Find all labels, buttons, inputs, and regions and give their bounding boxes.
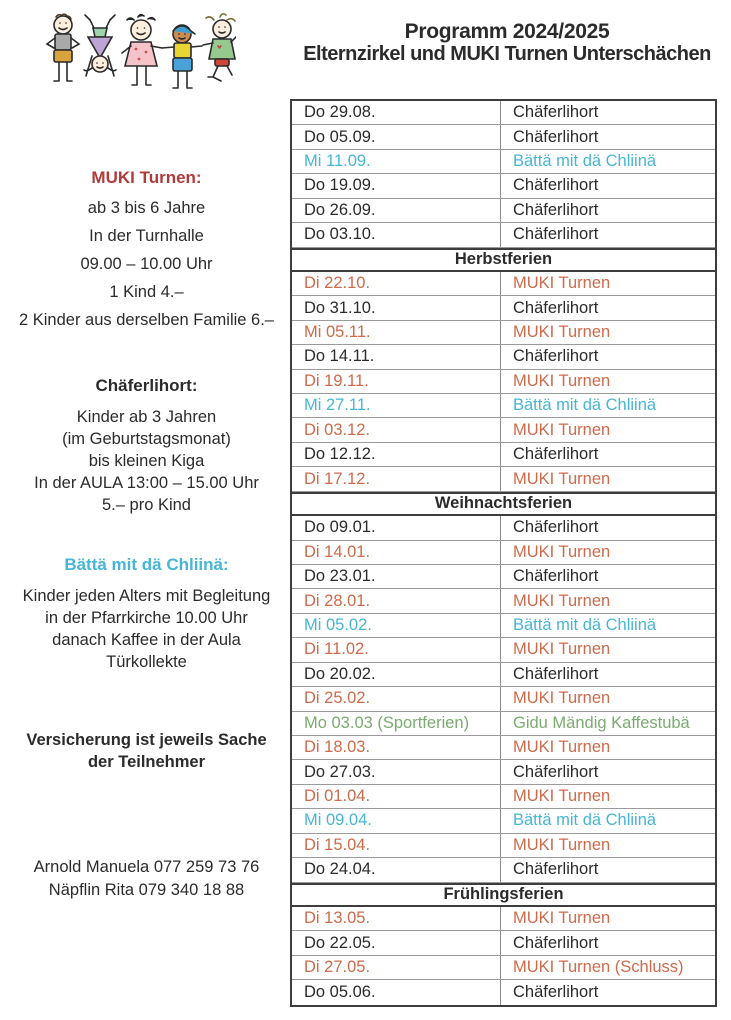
baetta-line: in der Pfarrkirche 10.00 Uhr — [45, 609, 248, 627]
schedule-activity: Chäferlihort — [513, 347, 599, 366]
schedule-row — [292, 101, 715, 125]
schedule-activity: Chäferlihort — [513, 762, 599, 781]
schedule-activity: Bättä mit dä Chliinä — [513, 811, 657, 830]
schedule-activity: Chäferlihort — [513, 103, 599, 122]
insurance-note-line: der Teilnehmer — [87, 753, 206, 771]
schedule-row — [292, 370, 715, 394]
chaeferlihort-line: (im Geburtstagsmonat) — [62, 430, 231, 448]
schedule-activity: MUKI Turnen — [513, 591, 611, 610]
muki-line: ab 3 bis 6 Jahre — [87, 199, 206, 217]
schedule-date: Do 20.02. — [292, 663, 501, 686]
chaeferlihort-line: 5.– pro Kind — [102, 496, 191, 514]
schedule-activity: Bättä mit dä Chliinä — [513, 152, 657, 171]
schedule-row — [292, 931, 715, 955]
schedule-table — [290, 99, 717, 1007]
schedule-section-row: Herbstferien — [292, 248, 715, 272]
schedule-activity: Chäferlihort — [513, 518, 599, 537]
schedule-row — [292, 858, 715, 882]
schedule-row — [292, 467, 715, 491]
schedule-date: Di 14.01. — [292, 541, 501, 564]
schedule-date: Do 22.05. — [292, 931, 501, 954]
schedule-section-row: Frühlingsferien — [292, 883, 715, 907]
schedule-row — [292, 223, 715, 247]
schedule-activity: Chäferlihort — [513, 176, 599, 195]
schedule-activity: Chäferlihort — [513, 200, 599, 219]
schedule-activity: MUKI Turnen — [513, 420, 611, 439]
baetta-heading: Bättä mit dä Chliinä: — [64, 555, 229, 574]
schedule-row — [292, 443, 715, 467]
schedule-date: Di 22.10. — [292, 272, 501, 295]
schedule-date: Mi 09.04. — [292, 809, 501, 832]
schedule-activity: MUKI Turnen — [513, 835, 611, 854]
schedule-row — [292, 760, 715, 784]
schedule-activity: Chäferlihort — [513, 445, 599, 464]
schedule-date: Di 19.11. — [292, 370, 501, 393]
schedule-date: Di 17.12. — [292, 467, 501, 490]
contact-line: Näpflin Rita 079 340 18 88 — [48, 881, 245, 899]
schedule-activity: MUKI Turnen — [513, 542, 611, 561]
schedule-row — [292, 614, 715, 638]
schedule-activity: Chäferlihort — [513, 225, 599, 244]
schedule-row — [292, 150, 715, 174]
schedule-row — [292, 174, 715, 198]
schedule-row — [292, 638, 715, 662]
schedule-date: Do 12.12. — [292, 443, 501, 466]
schedule-activity: Chäferlihort — [513, 127, 599, 146]
schedule-date: Do 05.06. — [292, 980, 501, 1004]
schedule-date: Do 23.01. — [292, 565, 501, 588]
schedule-activity: MUKI Turnen — [513, 738, 611, 757]
schedule-row — [292, 589, 715, 613]
schedule-row — [292, 687, 715, 711]
schedule-activity: MUKI Turnen — [513, 640, 611, 659]
schedule-activity: Chäferlihort — [513, 567, 599, 586]
schedule-row — [292, 296, 715, 320]
schedule-date: Mi 05.02. — [292, 614, 501, 637]
schedule-row — [292, 785, 715, 809]
schedule-activity: Gidu Mändig Kaffestubä — [513, 713, 690, 732]
girl-green-dress — [203, 14, 236, 81]
schedule-date: Di 11.02. — [292, 638, 501, 661]
schedule-date: Mo 03.03 (Sportferien) — [292, 712, 501, 735]
muki-line: 1 Kind 4.– — [109, 283, 184, 301]
title-line1: Programm 2024/2025 — [404, 20, 610, 43]
schedule-row — [292, 809, 715, 833]
schedule-activity: MUKI Turnen — [513, 323, 611, 341]
schedule-row — [292, 663, 715, 687]
baetta-line: Türkollekte — [106, 653, 187, 671]
title-line2: Elternzirkel und MUKI Turnen Unterschächen — [303, 42, 711, 65]
schedule-section-row: Weihnachtsferien — [292, 492, 715, 516]
schedule-date: Do 14.11. — [292, 345, 501, 368]
muki-line: 2 Kinder aus derselben Familie 6.– — [19, 311, 274, 329]
schedule-date: Di 15.04. — [292, 834, 501, 857]
schedule-activity: MUKI Turnen — [513, 469, 611, 488]
schedule-activity: MUKI Turnen — [513, 909, 611, 928]
schedule-date: Do 24.04. — [292, 858, 501, 881]
chaeferlihort-line: Kinder ab 3 Jahren — [76, 408, 217, 426]
schedule-row — [292, 712, 715, 736]
schedule-row — [292, 321, 715, 345]
schedule-date: Di 13.05. — [292, 907, 501, 930]
schedule-date: Do 09.01. — [292, 516, 501, 539]
schedule-activity: MUKI Turnen — [513, 689, 611, 708]
schedule-row — [292, 418, 715, 442]
muki-turnen-heading: MUKI Turnen: — [91, 168, 202, 187]
handstand-girl — [84, 15, 116, 76]
schedule-date: Do 27.03. — [292, 760, 501, 783]
schedule-row — [292, 345, 715, 369]
schedule-date: Di 03.12. — [292, 418, 501, 441]
schedule-date: Do 29.08. — [292, 101, 501, 124]
schedule-row — [292, 199, 715, 223]
insurance-note-line: Versicherung ist jeweils Sache — [26, 731, 267, 749]
schedule-activity: Bättä mit dä Chliinä — [513, 616, 657, 635]
schedule-date: Do 31.10. — [292, 296, 501, 319]
muki-line: 09.00 – 10.00 Uhr — [80, 255, 213, 273]
schedule-date: Mi 05.11. — [292, 321, 501, 344]
schedule-row — [292, 125, 715, 149]
page-title — [283, 21, 731, 65]
boy-gray-shirt — [47, 14, 79, 81]
schedule-date: Do 19.09. — [292, 174, 501, 197]
schedule-row — [292, 541, 715, 565]
schedule-date: Di 28.01. — [292, 589, 501, 612]
muki-line: In der Turnhalle — [89, 227, 204, 245]
baetta-line: danach Kaffee in der Aula — [52, 631, 241, 649]
schedule-activity: MUKI Turnen — [513, 371, 611, 390]
schedule-row — [292, 907, 715, 931]
schedule-activity: Chäferlihort — [513, 664, 599, 683]
chaeferlihort-line: bis kleinen Kiga — [88, 452, 205, 470]
schedule-date: Do 05.09. — [292, 125, 501, 148]
schedule-row — [292, 834, 715, 858]
schedule-row — [292, 736, 715, 760]
girl-pink-dress — [122, 15, 162, 85]
schedule-row — [292, 516, 715, 540]
schedule-activity: Chäferlihort — [513, 933, 599, 952]
children-clipart — [38, 8, 236, 98]
schedule-date: Mi 27.11. — [292, 394, 501, 417]
schedule-date: Di 25.02. — [292, 687, 501, 710]
schedule-date: Di 18.03. — [292, 736, 501, 759]
schedule-row — [292, 272, 715, 296]
schedule-row — [292, 980, 715, 1004]
schedule-activity: MUKI Turnen (Schluss) — [513, 957, 684, 976]
schedule-date: Di 27.05. — [292, 956, 501, 979]
schedule-row — [292, 565, 715, 589]
schedule-row — [292, 956, 715, 980]
schedule-date: Do 03.10. — [292, 223, 501, 246]
schedule-date: Di 01.04. — [292, 785, 501, 808]
schedule-date: Do 26.09. — [292, 199, 501, 222]
schedule-activity: Bättä mit dä Chliinä — [513, 396, 657, 415]
boy-blue-cap — [162, 25, 202, 88]
schedule-activity: MUKI Turnen — [513, 274, 611, 293]
contact-line: Arnold Manuela 077 259 73 76 — [33, 858, 260, 876]
chaeferlihort-line: In der AULA 13:00 – 15.00 Uhr — [34, 474, 259, 492]
schedule-row — [292, 394, 715, 418]
schedule-date: Mi 11.09. — [292, 150, 501, 173]
chaeferlihort-heading: Chäferlihort: — [95, 376, 198, 395]
schedule-activity: Chäferlihort — [513, 860, 599, 879]
baetta-line: Kinder jeden Alters mit Begleitung — [22, 587, 271, 605]
schedule-activity: MUKI Turnen — [513, 787, 611, 806]
schedule-activity: Chäferlihort — [513, 298, 599, 317]
schedule-activity: Chäferlihort — [513, 982, 599, 1001]
